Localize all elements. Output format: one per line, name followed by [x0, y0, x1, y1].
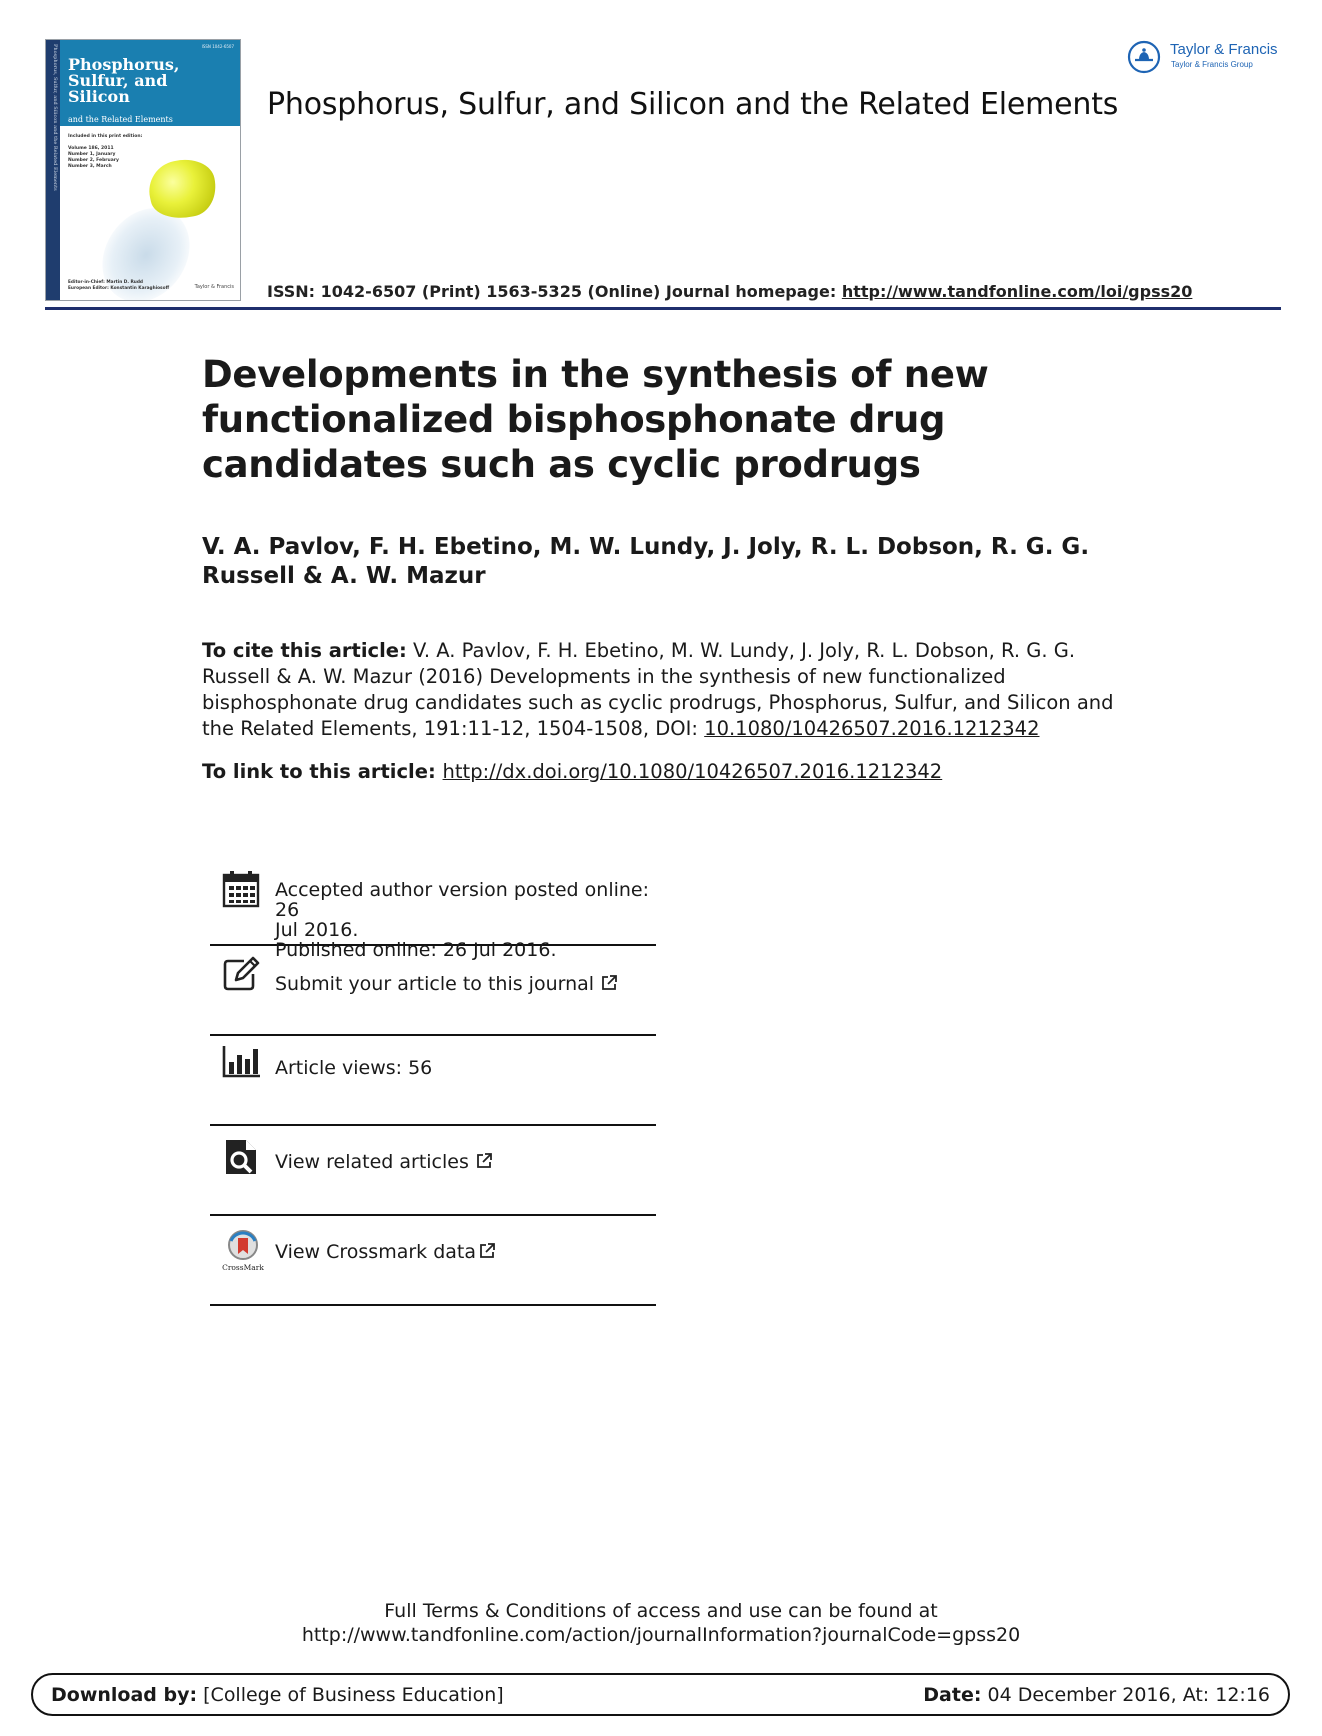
download-info-bar: [31, 1673, 1290, 1716]
cover-issue-line: Number 1, January: [68, 152, 116, 157]
cover-publisher-logo: Taylor & Francis: [194, 284, 234, 290]
header-divider: [45, 307, 1281, 310]
cover-editors: [68, 280, 169, 292]
doi-link[interactable]: 10.1080/10426507.2016.1212342: [704, 717, 1040, 740]
bar-chart-icon: [222, 1042, 260, 1080]
link-label: To link to this article:: [202, 760, 443, 783]
cover-included-note: Included in this print edition:: [68, 134, 143, 139]
cite-text: V. A. Pavlov, F. H. Ebetino, M. W. Lundy, J. Joly, R. L. Dobson, R. G. G. Russell & A. W. Mazur (2016) Developments in the synthesis of new functionalized bisphosphonate drug candidates such as cyclic prodrugs, Phosphorus, Sulfur, and Silicon and the Related Elements, 191:11-12, 1504-1508, DOI:: [202, 639, 1114, 740]
date-value: 04 December 2016, At: 12:16: [981, 1684, 1270, 1706]
terms-url[interactable]: http://www.tandfonline.com/action/journalInformation?journalCode=gpss20: [301, 1624, 1021, 1646]
download-date: [923, 1684, 1270, 1706]
taylor-francis-logo[interactable]: [1127, 36, 1287, 78]
accepted-date-line2: Jul 2016.: [275, 919, 359, 941]
crossmark-label: [275, 1242, 496, 1262]
article-views: Article views: 56: [275, 1057, 433, 1079]
taylor-francis-icon: [1127, 40, 1161, 74]
citation-block: [202, 638, 1142, 742]
date-label: Date:: [923, 1684, 982, 1706]
issn-line: [267, 282, 1192, 301]
journal-cover-image: [45, 39, 241, 301]
download-by: [51, 1684, 504, 1706]
cover-spine-text: Phosphorus, Sulfur, and Silicon and the Related Elements: [52, 44, 58, 191]
cover-subtitle: and the Related Elements: [68, 115, 173, 124]
journal-homepage-link[interactable]: http://www.tandfonline.com/loi/gpss20: [841, 282, 1193, 301]
cover-european-editor: European Editor: Konstantin Karaghiosoff: [68, 286, 170, 291]
cover-issue-line: Number 3, March: [68, 164, 112, 169]
cover-title: Phosphorus, Sulfur, and Silicon: [68, 55, 180, 106]
calendar-icon: [222, 870, 260, 908]
issn-text: ISSN: 1042-6507 (Print) 1563-5325 (Online) Journal homepage:: [267, 282, 842, 301]
external-link-icon: [600, 974, 618, 992]
submit-article-label: [275, 974, 618, 994]
terms-notice: [0, 1599, 1322, 1647]
related-articles-label: [275, 1152, 493, 1172]
cover-issn: ISSN 1042-6507: [201, 44, 234, 49]
published-date: Published online: 26 Jul 2016.: [275, 939, 557, 961]
cover-issue-line: Number 2, February: [68, 158, 119, 163]
article-views-row[interactable]: [210, 1036, 656, 1126]
publisher-group: Taylor & Francis Group: [1171, 60, 1253, 69]
related-articles-row[interactable]: [210, 1126, 656, 1216]
article-authors: V. A. Pavlov, F. H. Ebetino, M. W. Lundy, J. Joly, R. L. Dobson, R. G. G. Russell & A. W. Mazur: [202, 534, 1090, 589]
crossmark-icon: [222, 1229, 264, 1273]
cover-issue-line: Volume 186, 2011: [68, 146, 114, 151]
related-articles-text: View related articles: [275, 1151, 469, 1173]
document-search-icon: [222, 1138, 260, 1176]
accepted-date-line1: Accepted author version posted online: 26: [275, 879, 650, 921]
journal-name: Phosphorus, Sulfur, and Silicon and the Related Elements: [267, 87, 1119, 122]
cover-editor-in-chief: Editor-in-Chief: Martin D. Rudd: [68, 280, 143, 285]
terms-line1: Full Terms & Conditions of access and use can be found at: [384, 1600, 938, 1622]
crossmark-text: View Crossmark data: [275, 1241, 477, 1263]
info-row-dates: [210, 866, 656, 961]
cite-label: To cite this article:: [202, 639, 407, 662]
submit-article-text: Submit your article to this journal: [275, 973, 595, 995]
crossmark-row[interactable]: [210, 1216, 656, 1306]
edit-icon: [222, 954, 260, 992]
cover-issues: [68, 146, 119, 170]
article-link-block: [202, 759, 1142, 785]
article-url-link[interactable]: http://dx.doi.org/10.1080/10426507.2016.1212342: [442, 760, 943, 783]
submit-article-row[interactable]: [210, 946, 656, 1036]
crossmark-logo-text: CrossMark: [222, 1263, 264, 1272]
download-value: [College of Business Education]: [197, 1684, 504, 1706]
download-label: Download by:: [51, 1684, 198, 1706]
external-link-icon: [475, 1152, 493, 1170]
publisher-name: Taylor & Francis: [1170, 41, 1278, 58]
external-link-icon: [478, 1242, 496, 1260]
article-title: Developments in the synthesis of new functionalized bisphosphonate drug candidates such as cyclic prodrugs: [202, 353, 989, 486]
cover-spine: [46, 40, 60, 300]
